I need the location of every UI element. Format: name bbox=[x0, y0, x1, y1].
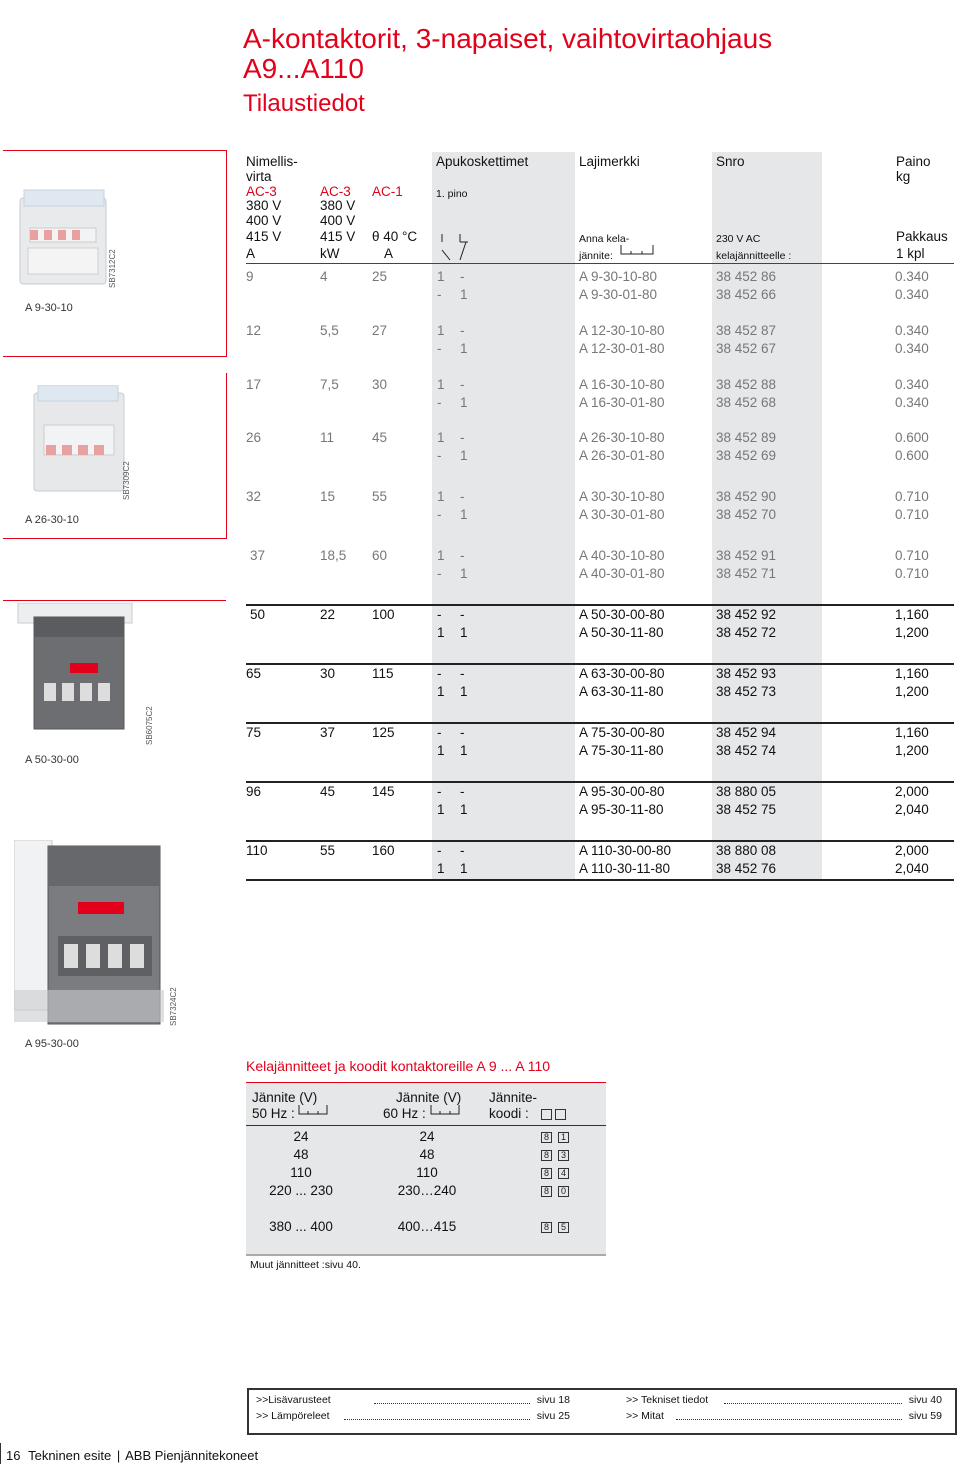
cell-type: A 50-30-00-80 bbox=[579, 607, 665, 622]
cell-w: 0.340 bbox=[895, 377, 929, 392]
cell-w: 1,200 bbox=[895, 684, 929, 699]
cell-snro: 38 452 71 bbox=[716, 566, 777, 581]
cell-snro: 38 452 86 bbox=[716, 269, 777, 284]
cell-c2: 1 bbox=[460, 743, 468, 758]
cell-type: A 50-30-11-80 bbox=[579, 625, 664, 640]
cell-type: A 63-30-00-80 bbox=[579, 666, 665, 681]
header-400-a: 400 V bbox=[246, 213, 282, 228]
coil-v60: 230…240 bbox=[397, 1183, 457, 1198]
cell-type: A 26-30-01-80 bbox=[579, 448, 665, 463]
cell-ac1: 27 bbox=[372, 323, 388, 338]
image-code-2: SB7309C2 bbox=[122, 461, 131, 500]
cell-snro: 38 452 69 bbox=[716, 448, 777, 463]
cell-c1: - bbox=[437, 507, 442, 522]
footer-text: Tekninen esite bbox=[28, 1448, 112, 1463]
image-caption-3: A 50-30-00 bbox=[25, 754, 79, 766]
cell-w: 0.710 bbox=[895, 507, 929, 522]
header-380-a: 380 V bbox=[246, 198, 282, 213]
cell-a: 75 bbox=[246, 725, 262, 740]
coil-note: Muut jännitteet :sivu 40. bbox=[250, 1259, 361, 1271]
coil-v60: 24 bbox=[419, 1129, 435, 1144]
cell-kw: 5,5 bbox=[320, 323, 339, 338]
cell-w: 0.710 bbox=[895, 548, 929, 563]
cell-type: A 95-30-11-80 bbox=[579, 802, 664, 817]
link-mitat[interactable]: >> Mitat sivu 59 bbox=[626, 1410, 942, 1422]
code-digit-2: 5 bbox=[558, 1222, 569, 1233]
cell-a: 9 bbox=[246, 269, 254, 284]
cell-c2: - bbox=[460, 323, 465, 338]
cell-kw: 22 bbox=[320, 607, 336, 622]
cell-c1: - bbox=[437, 341, 442, 356]
cell-snro: 38 452 93 bbox=[716, 666, 777, 681]
page-footer: 16 Tekninen esite | ABB Pienjännitekoneet bbox=[6, 1448, 259, 1463]
cell-c1: - bbox=[437, 784, 442, 799]
contactor-a9-image bbox=[18, 188, 110, 288]
header-snro: Snro bbox=[716, 154, 745, 169]
row-group-rule bbox=[246, 840, 954, 842]
image-caption-4: A 95-30-00 bbox=[25, 1038, 79, 1050]
cell-w: 0.710 bbox=[895, 566, 929, 581]
cell-a: 50 bbox=[250, 607, 266, 622]
cell-c1: 1 bbox=[437, 430, 445, 445]
cell-w: 2,000 bbox=[895, 784, 929, 799]
cell-c1: - bbox=[437, 287, 442, 302]
cell-snro: 38 452 68 bbox=[716, 395, 777, 410]
cell-type: A 16-30-10-80 bbox=[579, 377, 665, 392]
cell-kw: 11 bbox=[320, 430, 335, 445]
table-bottom-rule bbox=[246, 879, 954, 881]
footer-marker bbox=[0, 1443, 1, 1464]
cell-a: 37 bbox=[250, 548, 266, 563]
cell-ac1: 160 bbox=[372, 843, 395, 858]
cell-c1: 1 bbox=[437, 684, 445, 699]
cell-a: 96 bbox=[246, 784, 262, 799]
code-boxes-icon bbox=[541, 1106, 569, 1124]
cell-w: 0.600 bbox=[895, 430, 929, 445]
cell-type: A 12-30-01-80 bbox=[579, 341, 665, 356]
coil-v50: 220 ... 230 bbox=[269, 1183, 333, 1198]
code-digit-2: 1 bbox=[558, 1132, 569, 1143]
cell-type: A 95-30-00-80 bbox=[579, 784, 665, 799]
voltage-bracket-icon bbox=[620, 244, 654, 256]
cell-ac1: 145 bbox=[372, 784, 395, 799]
cell-snro: 38 452 74 bbox=[716, 743, 777, 758]
header-lajimerkki: Lajimerkki bbox=[579, 154, 640, 169]
row-group-rule bbox=[246, 663, 954, 665]
cell-w: 0.340 bbox=[895, 287, 929, 302]
contact-symbol-icon bbox=[436, 232, 476, 262]
code-digit-2: 3 bbox=[558, 1150, 569, 1161]
cell-c1: - bbox=[437, 395, 442, 410]
cell-ac1: 125 bbox=[372, 725, 395, 740]
row-group-rule bbox=[246, 604, 954, 606]
header-kelajannitteelle: kelajännitteelle : bbox=[716, 250, 792, 262]
cell-c2: 1 bbox=[460, 625, 468, 640]
link-lisavarusteet[interactable]: >>Lisävarusteet sivu 18 bbox=[256, 1394, 570, 1406]
cell-type: A 63-30-11-80 bbox=[579, 684, 664, 699]
coil-header-60-b: 60 Hz : bbox=[383, 1106, 426, 1121]
header-virta: virta bbox=[246, 169, 272, 184]
cell-w: 2,040 bbox=[895, 861, 929, 876]
cell-snro: 38 452 90 bbox=[716, 489, 777, 504]
cell-snro: 38 452 75 bbox=[716, 802, 777, 817]
bracket-60-icon bbox=[430, 1104, 460, 1116]
cell-snro: 38 452 66 bbox=[716, 287, 777, 302]
cell-kw: 55 bbox=[320, 843, 336, 858]
header-ac1: AC-1 bbox=[372, 184, 403, 199]
cell-snro: 38 452 76 bbox=[716, 861, 777, 876]
link-tekniset-tiedot[interactable]: >> Tekniset tiedot sivu 40 bbox=[626, 1394, 942, 1406]
link-lampoeleet[interactable]: >> Lämpöreleet sivu 25 bbox=[256, 1410, 570, 1422]
coil-section-title: Kelajännitteet ja koodit kontaktoreille A 9 ... A 110 bbox=[246, 1058, 551, 1074]
cell-w: 1,160 bbox=[895, 725, 929, 740]
cell-ac1: 100 bbox=[372, 607, 395, 622]
cell-snro: 38 452 70 bbox=[716, 507, 777, 522]
cell-snro: 38 880 05 bbox=[716, 784, 777, 799]
coil-header-50-a: Jännite (V) bbox=[252, 1090, 318, 1105]
coil-bottom-rule bbox=[246, 1254, 606, 1256]
header-380-b: 380 V bbox=[320, 198, 356, 213]
cell-a: 110 bbox=[246, 843, 268, 858]
header-jannite: jännite: bbox=[579, 250, 613, 262]
cell-w: 0.340 bbox=[895, 395, 929, 410]
coil-header-rule bbox=[246, 1125, 606, 1126]
coil-header-code-b: koodi : bbox=[489, 1106, 529, 1121]
cell-type: A 40-30-10-80 bbox=[579, 548, 665, 563]
cell-c1: 1 bbox=[437, 548, 445, 563]
header-divider bbox=[246, 263, 954, 264]
cell-c1: 1 bbox=[437, 743, 445, 758]
cell-kw: 7,5 bbox=[320, 377, 339, 392]
cell-c1: 1 bbox=[437, 323, 445, 338]
cell-type: A 75-30-11-80 bbox=[579, 743, 664, 758]
coil-header-50-b: 50 Hz : bbox=[252, 1106, 295, 1121]
cell-w: 1,200 bbox=[895, 625, 929, 640]
header-kpl: 1 kpl bbox=[896, 246, 925, 261]
cell-c1: - bbox=[437, 566, 442, 581]
code-digit-1: 8 bbox=[541, 1132, 552, 1143]
cell-ac1: 60 bbox=[372, 548, 388, 563]
cell-c2: - bbox=[460, 489, 465, 504]
cell-c2: - bbox=[460, 843, 465, 858]
cell-c2: - bbox=[460, 784, 465, 799]
cell-c2: 1 bbox=[460, 395, 468, 410]
cell-type: A 30-30-01-80 bbox=[579, 507, 665, 522]
cell-type: A 16-30-01-80 bbox=[579, 395, 665, 410]
cell-snro: 38 452 67 bbox=[716, 341, 777, 356]
contactor-a95-image bbox=[14, 840, 164, 1030]
cell-snro: 38 452 94 bbox=[716, 725, 777, 740]
cell-kw: 18,5 bbox=[320, 548, 347, 563]
cell-c2: 1 bbox=[460, 802, 468, 817]
coil-v50: 48 bbox=[293, 1147, 309, 1162]
cell-w: 1,160 bbox=[895, 666, 929, 681]
cell-c2: - bbox=[460, 725, 465, 740]
cell-snro: 38 452 72 bbox=[716, 625, 777, 640]
coil-header-code-a: Jännite- bbox=[489, 1090, 538, 1105]
coil-v60: 400…415 bbox=[397, 1219, 457, 1234]
header-pino: 1. pino bbox=[436, 188, 468, 200]
cell-snro: 38 452 88 bbox=[716, 377, 777, 392]
page-subtitle: Tilaustiedot bbox=[243, 90, 365, 117]
cell-w: 0.340 bbox=[895, 269, 929, 284]
cell-c2: 1 bbox=[460, 507, 468, 522]
header-paino: Paino bbox=[896, 154, 931, 169]
cell-ac1: 115 bbox=[372, 666, 394, 681]
contactor-a50-image bbox=[16, 603, 136, 733]
cell-c2: 1 bbox=[460, 861, 468, 876]
footer-page-number: 16 bbox=[6, 1448, 21, 1463]
cell-w: 0.340 bbox=[895, 341, 929, 356]
cell-type: A 110-30-11-80 bbox=[579, 861, 671, 876]
cell-c1: 1 bbox=[437, 861, 445, 876]
cell-snro: 38 452 73 bbox=[716, 684, 777, 699]
cell-a: 65 bbox=[246, 666, 262, 681]
header-400-b: 400 V bbox=[320, 213, 356, 228]
cell-c1: 1 bbox=[437, 377, 445, 392]
header-415-a: 415 V bbox=[246, 229, 282, 244]
image-caption-1: A 9-30-10 bbox=[25, 302, 73, 314]
header-unit-a2: A bbox=[384, 246, 394, 261]
cell-kw: 15 bbox=[320, 489, 336, 504]
cell-snro: 38 452 92 bbox=[716, 607, 777, 622]
cell-ac1: 45 bbox=[372, 430, 388, 445]
header-apukoskettimet: Apukoskettimet bbox=[436, 154, 529, 169]
code-digit-2: 4 bbox=[558, 1168, 569, 1179]
cell-type: A 9-30-10-80 bbox=[579, 269, 658, 284]
cell-w: 2,040 bbox=[895, 802, 929, 817]
header-ac3-a: AC-3 bbox=[246, 184, 277, 199]
header-theta: θ 40 °C bbox=[372, 229, 418, 244]
image-code-3: SB6075C2 bbox=[145, 706, 154, 745]
cell-c1: 1 bbox=[437, 802, 445, 817]
coil-v60: 110 bbox=[416, 1165, 438, 1180]
header-pakkaus: Pakkaus bbox=[896, 229, 948, 244]
cell-c2: - bbox=[460, 377, 465, 392]
header-kg: kg bbox=[896, 169, 911, 184]
contactor-a26-image bbox=[30, 385, 128, 495]
cell-c1: 1 bbox=[437, 625, 445, 640]
cell-kw: 37 bbox=[320, 725, 336, 740]
cell-type: A 40-30-01-80 bbox=[579, 566, 665, 581]
cell-type: A 110-30-00-80 bbox=[579, 843, 672, 858]
image-caption-2: A 26-30-10 bbox=[25, 514, 79, 526]
code-digit-1: 8 bbox=[541, 1222, 552, 1233]
cell-c1: 1 bbox=[437, 489, 445, 504]
cell-c1: - bbox=[437, 448, 442, 463]
row-group-rule bbox=[246, 781, 954, 783]
cell-kw: 4 bbox=[320, 269, 328, 284]
bracket-50-icon bbox=[298, 1104, 328, 1116]
coil-v50: 24 bbox=[293, 1129, 309, 1144]
cell-kw: 45 bbox=[320, 784, 336, 799]
cell-w: 0.600 bbox=[895, 448, 929, 463]
header-415-b: 415 V bbox=[320, 229, 356, 244]
cell-type: A 30-30-10-80 bbox=[579, 489, 665, 504]
cell-w: 0.340 bbox=[895, 323, 929, 338]
code-digit-1: 8 bbox=[541, 1168, 552, 1179]
cell-c1: 1 bbox=[437, 269, 445, 284]
cell-c1: - bbox=[437, 607, 442, 622]
cell-a: 26 bbox=[246, 430, 262, 445]
code-digit-1: 8 bbox=[541, 1150, 552, 1161]
cell-c2: - bbox=[460, 269, 465, 284]
cell-a: 32 bbox=[246, 489, 262, 504]
footer-brand: ABB Pienjännitekoneet bbox=[125, 1448, 259, 1463]
cell-type: A 26-30-10-80 bbox=[579, 430, 665, 445]
cell-ac1: 25 bbox=[372, 269, 388, 284]
header-unit-kw: kW bbox=[320, 246, 340, 261]
cell-w: 0.710 bbox=[895, 489, 929, 504]
header-unit-a: A bbox=[246, 246, 256, 261]
cell-c2: - bbox=[460, 430, 465, 445]
cell-c2: 1 bbox=[460, 566, 468, 581]
cell-c2: - bbox=[460, 607, 465, 622]
cell-kw: 30 bbox=[320, 666, 336, 681]
cell-c1: - bbox=[437, 725, 442, 740]
cell-c2: 1 bbox=[460, 287, 468, 302]
cell-snro: 38 452 87 bbox=[716, 323, 777, 338]
cell-snro: 38 452 89 bbox=[716, 430, 777, 445]
cell-c2: - bbox=[460, 548, 465, 563]
cell-a: 12 bbox=[246, 323, 262, 338]
code-digit-1: 8 bbox=[541, 1186, 552, 1197]
code-digit-2: 0 bbox=[558, 1186, 569, 1197]
cell-c2: - bbox=[460, 666, 465, 681]
header-nimellisvirta: Nimellis- bbox=[246, 154, 298, 169]
cell-w: 2,000 bbox=[895, 843, 929, 858]
page-title bbox=[243, 24, 772, 84]
cell-c2: 1 bbox=[460, 448, 468, 463]
cell-type: A 75-30-00-80 bbox=[579, 725, 665, 740]
cell-ac1: 55 bbox=[372, 489, 388, 504]
row-group-rule bbox=[246, 722, 954, 724]
cell-w: 1,200 bbox=[895, 743, 929, 758]
header-ac3-b: AC-3 bbox=[320, 184, 351, 199]
title-line-1: A-kontaktorit, 3-napaiset, vaihtovirtaohjaus bbox=[243, 23, 773, 54]
coil-v50: 380 ... 400 bbox=[269, 1219, 333, 1234]
coil-v60: 48 bbox=[419, 1147, 435, 1162]
cell-ac1: 30 bbox=[372, 377, 388, 392]
cell-snro: 38 452 91 bbox=[716, 548, 777, 563]
image-code-1: SB7312C2 bbox=[108, 249, 117, 288]
cell-c2: 1 bbox=[460, 684, 468, 699]
cell-c1: - bbox=[437, 843, 442, 858]
cell-type: A 12-30-10-80 bbox=[579, 323, 665, 338]
cell-c2: 1 bbox=[460, 341, 468, 356]
header-anna-kela: Anna kela- bbox=[579, 233, 630, 245]
cell-w: 1,160 bbox=[895, 607, 929, 622]
cell-type: A 9-30-01-80 bbox=[579, 287, 658, 302]
cell-snro: 38 880 08 bbox=[716, 843, 777, 858]
coil-header-60-a: Jännite (V) bbox=[396, 1090, 462, 1105]
title-line-2: A9...A110 bbox=[243, 53, 364, 84]
image-code-4: SB7324C2 bbox=[169, 987, 178, 1026]
header-230vac: 230 V AC bbox=[716, 233, 761, 245]
coil-v50: 110 bbox=[290, 1165, 312, 1180]
cell-c1: - bbox=[437, 666, 442, 681]
cell-a: 17 bbox=[246, 377, 262, 392]
